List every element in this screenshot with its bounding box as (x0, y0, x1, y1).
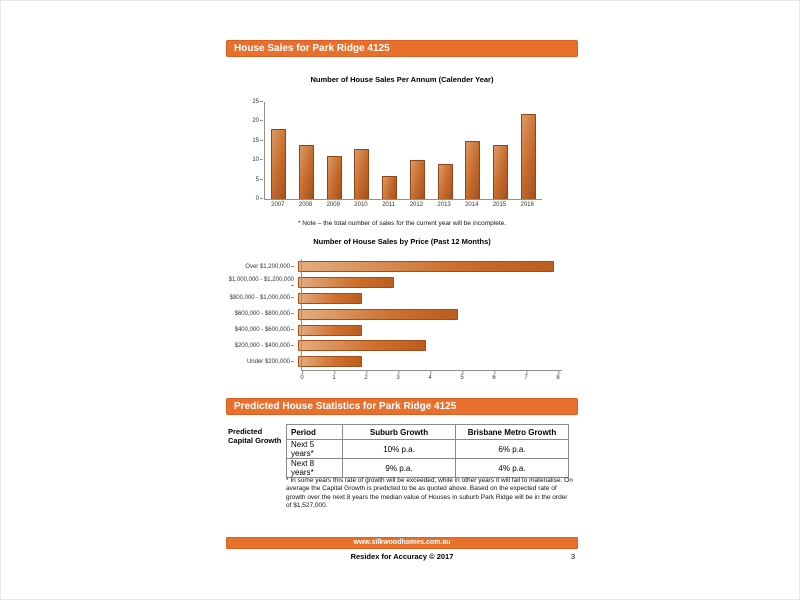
growth-footnote: * In some years this rate of growth will be exceeded, while in other years it will fail to materialise. On average the Capital Growth is predicted to be as quoted above. Based on the expected rate of growth over the next 8 years the median value of Houses in suburb Park Ridge will be in the order of $1,527,000. (286, 477, 573, 510)
x-tick-label-2: 2 (364, 375, 368, 381)
y-tick-label-0: 0 (255, 196, 259, 202)
growth-table-cell: 10% p.a. (343, 440, 456, 459)
price-bar-track (298, 261, 554, 272)
growth-table-header-row (287, 425, 569, 440)
y-tick-label-15: 15 (252, 137, 259, 144)
price-category-label: $200,000 - $400,000 (226, 343, 298, 349)
bar-slot-2011 (376, 102, 404, 199)
x-tick-label-2010: 2010 (354, 202, 368, 208)
bar-slot-2013 (431, 102, 459, 199)
section-header-predicted-stats-label: Predicted House Statistics for Park Ridge 4125 (234, 401, 457, 412)
x-tick-label-2013: 2013 (437, 202, 451, 208)
footer-credit: Residex for Accuracy © 2017 (350, 552, 454, 561)
growth-table-header-0: Period (287, 425, 343, 440)
price-chart (226, 259, 578, 387)
bar-2007 (271, 129, 286, 199)
price-bar-track (298, 340, 554, 351)
price-category-label: $600,000 - $800,000 (226, 311, 298, 317)
annual-chart-categories (264, 200, 541, 208)
bar-slot-2016 (514, 102, 542, 199)
growth-table-header-2: Brisbane Metro Growth (456, 425, 569, 440)
section-header-house-sales-label: House Sales for Park Ridge 4125 (234, 43, 390, 54)
bar-slot-2008 (293, 102, 321, 199)
growth-table-cell: 4% p.a. (456, 459, 569, 478)
x-tick-label-2008: 2008 (298, 202, 313, 208)
price-bar-track (298, 325, 554, 336)
x-tick-label-2014: 2014 (465, 202, 479, 208)
price-row (226, 259, 578, 275)
bar-2014 (465, 141, 480, 199)
x-tick-label-5: 5 (460, 375, 464, 381)
bar-2010 (354, 149, 369, 199)
price-category-label: $800,000 - $1,000,000 (226, 295, 298, 301)
growth-table-cell: Next 8 years* (287, 459, 343, 478)
price-bar (298, 261, 554, 272)
section-header-house-sales (226, 40, 578, 57)
section-header-predicted-stats (226, 398, 578, 415)
y-tick-label-25: 25 (252, 99, 259, 105)
bar-slot-2015 (487, 102, 515, 199)
price-row (226, 322, 578, 338)
predicted-capital-growth-label: Predicted Capital Growth (228, 427, 282, 446)
bar-2013 (438, 164, 453, 199)
y-tick-label-20: 20 (252, 118, 259, 125)
growth-table-row (287, 440, 569, 459)
price-bar (298, 325, 362, 336)
growth-table-head (287, 425, 569, 440)
bar-slot-2007 (265, 102, 293, 199)
price-bar (298, 340, 426, 351)
price-row (226, 275, 578, 291)
x-tick-label-2016: 2016 (520, 202, 534, 208)
bar-2008 (299, 145, 314, 199)
growth-table (286, 424, 569, 478)
annual-chart (238, 99, 548, 208)
price-category-label: $1,000,000 - $1,200,000 (226, 277, 298, 289)
x-tick-label-2012: 2012 (409, 202, 424, 208)
price-chart-xaxis (302, 373, 558, 383)
price-category-label: Under $200,000 (226, 359, 298, 365)
bar-slot-2014 (459, 102, 487, 199)
growth-table-row (287, 459, 569, 478)
x-tick-label-2011: 2011 (382, 202, 396, 208)
y-tick-label-5: 5 (255, 176, 259, 183)
bar-slot-2010 (348, 102, 376, 199)
price-bar-track (298, 293, 554, 304)
price-chart-title: Number of House Sales by Price (Past 12 Months) (313, 237, 491, 246)
price-bar-track (298, 309, 554, 320)
price-bar-track (298, 356, 554, 367)
price-chart-y-axis-line (301, 259, 302, 370)
price-row (226, 306, 578, 322)
price-chart-x-axis-line (301, 370, 562, 371)
x-tick-label-1: 1 (332, 375, 336, 381)
growth-table-cell: Next 5 years* (287, 440, 343, 459)
price-row (226, 354, 578, 370)
price-bar (298, 356, 362, 367)
growth-table-body (287, 440, 569, 478)
x-tick-label-7: 7 (524, 375, 528, 381)
price-category-label: $400,000 - $600,000 (226, 327, 298, 333)
growth-table-cell: 6% p.a. (456, 440, 569, 459)
growth-table-header-1: Suburb Growth (343, 425, 456, 440)
bar-2011 (382, 176, 397, 199)
price-category-label: Over $1,200,000 (226, 264, 298, 270)
annual-chart-plot (264, 102, 542, 200)
bar-2015 (493, 145, 508, 199)
y-tick-label-10: 10 (252, 157, 259, 164)
footer-url-text: www.silkwoodhomes.com.au (353, 539, 451, 546)
x-tick-label-2007: 2007 (271, 202, 285, 208)
bar-2009 (327, 156, 342, 199)
price-chart-rows (226, 259, 578, 370)
bar-2012 (410, 160, 425, 199)
price-row (226, 291, 578, 307)
growth-table-cell: 9% p.a. (343, 459, 456, 478)
price-bar-track (298, 277, 554, 288)
bar-slot-2012 (404, 102, 432, 199)
annual-chart-title: Number of House Sales Per Annum (Calender Year) (310, 75, 494, 84)
x-tick-label-6: 6 (492, 375, 496, 381)
chart-footnote: * Note – the total number of sales for the current year will be incomplete. (297, 220, 507, 227)
x-tick-label-0: 0 (300, 375, 304, 381)
footer-url-bar (226, 537, 578, 549)
x-tick-label-4: 4 (428, 375, 432, 381)
x-tick-label-2015: 2015 (492, 202, 507, 208)
price-bar (298, 293, 362, 304)
annual-chart-yaxis (238, 99, 263, 202)
price-bar (298, 277, 394, 288)
bar-2016 (521, 114, 536, 199)
price-bar (298, 309, 458, 320)
bar-slot-2009 (320, 102, 348, 199)
x-tick-label-3: 3 (396, 375, 400, 381)
x-tick-label-8: 8 (556, 375, 560, 381)
price-row (226, 338, 578, 354)
x-tick-label-2009: 2009 (326, 202, 340, 208)
page-number: 3 (570, 552, 575, 561)
